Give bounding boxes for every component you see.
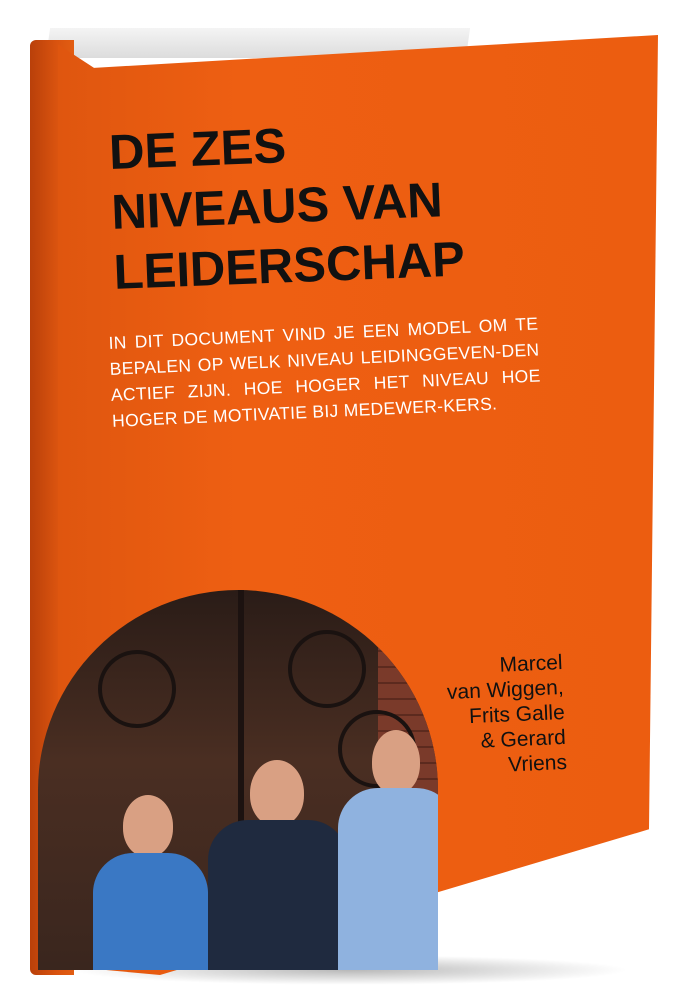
book-title — [108, 105, 575, 303]
person-right — [338, 730, 438, 970]
door-ornament — [288, 630, 366, 708]
person-left — [93, 795, 213, 970]
person-middle — [208, 760, 348, 970]
author-line-3: Frits Galle — [468, 700, 566, 729]
title-line-3: LEIDERSCHAP — [112, 232, 466, 300]
person-head — [123, 795, 173, 857]
author-line-2: van Wiggen, — [446, 675, 565, 705]
title-line-1: DE ZES — [108, 119, 288, 180]
authors-photo — [38, 590, 438, 970]
person-body — [93, 853, 208, 970]
person-body — [208, 820, 348, 970]
book-authors — [420, 650, 567, 781]
author-line-1: Marcel — [499, 650, 564, 677]
title-line-2: NIVEAUS VAN — [110, 173, 444, 240]
person-head — [372, 730, 420, 794]
author-line-5: Vriens — [507, 750, 568, 777]
person-body — [338, 788, 438, 970]
door-ornament — [98, 650, 176, 728]
author-line-4: & Gerard — [480, 725, 567, 753]
book-blurb: IN DIT DOCUMENT VIND JE EEN MODEL OM TE BEPALEN OP WELK NIVEAU LEIDINGGEVEN-DEN ACTIEF ZIJN. HOE HOGER HET NIVEAU HOE HOGER DE MOTIVATIE BIJ MEDEWER-KERS. — [108, 313, 541, 431]
person-head — [250, 760, 304, 826]
